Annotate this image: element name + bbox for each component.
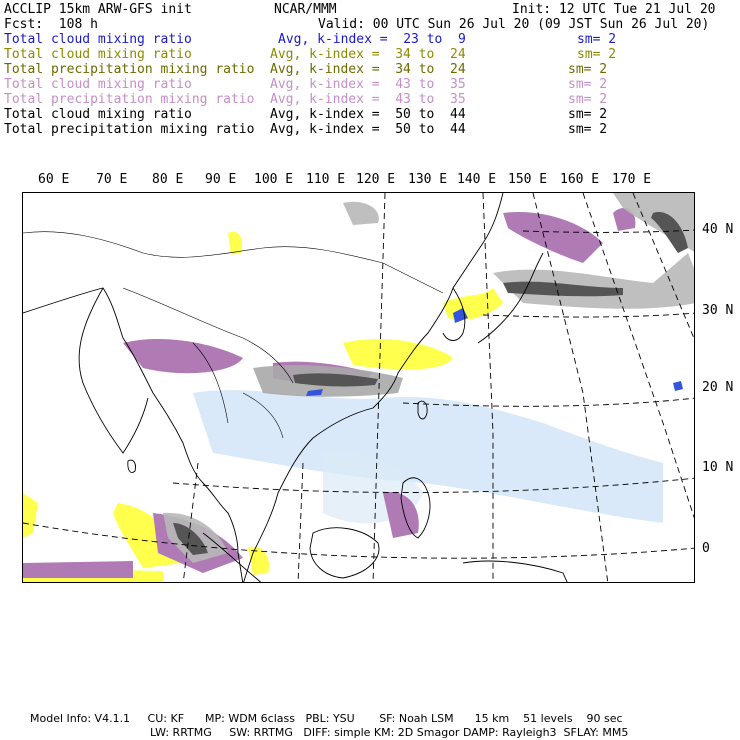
longitude-label: 140 E bbox=[457, 172, 497, 187]
legend-level-range: Avg, k-index = 50 to 44 bbox=[270, 122, 466, 137]
latitude-label: 0 bbox=[702, 541, 710, 556]
legend-field-name: Total cloud mixing ratio bbox=[4, 47, 192, 62]
legend-smoothing: sm= 2 bbox=[568, 77, 608, 92]
legend-field-name: Total cloud mixing ratio bbox=[4, 77, 192, 92]
legend-smoothing: sm= 2 bbox=[577, 47, 617, 62]
legend-field-name: Total cloud mixing ratio bbox=[4, 107, 192, 122]
legend-level-range: Avg, k-index = 23 to 9 bbox=[278, 32, 466, 47]
init-time: Init: 12 UTC Tue 21 Jul 20 bbox=[512, 2, 716, 17]
legend-field-name: Total cloud mixing ratio bbox=[4, 32, 192, 47]
legend-level-range: Avg, k-index = 34 to 24 bbox=[270, 47, 466, 62]
cloud-blue-dark-region bbox=[673, 381, 683, 391]
legend-smoothing: sm= 2 bbox=[568, 122, 608, 137]
model-info-line-2: LW: RRTMG SW: RRTMG DIFF: simple KM: 2D Smagor DAMP: Rayleigh3 SFLAY: MM5 bbox=[150, 726, 629, 739]
longitude-line-120e bbox=[298, 463, 303, 583]
longitude-label: 170 E bbox=[612, 172, 652, 187]
cloud-purple-region bbox=[503, 212, 603, 263]
cloud-yellow-region bbox=[343, 339, 453, 370]
cloud-blue-light-region bbox=[193, 390, 663, 523]
cloud-field-layer bbox=[23, 193, 695, 583]
longitude-label: 120 E bbox=[356, 172, 396, 187]
latitude-label: 10 N bbox=[702, 460, 734, 475]
longitude-label: 110 E bbox=[306, 172, 346, 187]
legend-level-range: Avg, k-index = 43 to 35 bbox=[270, 77, 466, 92]
longitude-label: 70 E bbox=[96, 172, 128, 187]
latitude-label: 40 N bbox=[702, 222, 734, 237]
latitude-label: 20 N bbox=[702, 380, 734, 395]
latitude-label: 30 N bbox=[702, 303, 734, 318]
legend-level-range: Avg, k-index = 50 to 44 bbox=[270, 107, 466, 122]
model-info-line-1: Model Info: V4.1.1 CU: KF MP: WDM 6class PBL: YSU SF: Noah LSM 15 km 51 levels 90 sec bbox=[30, 712, 623, 725]
valid-time: Valid: 00 UTC Sun 26 Jul 20 (09 JST Sun 26 Jul 20) bbox=[318, 17, 710, 32]
map-panel bbox=[22, 192, 695, 583]
longitude-label: 130 E bbox=[408, 172, 448, 187]
coastline-india bbox=[79, 288, 148, 453]
legend-level-range: Avg, k-index = 43 to 35 bbox=[270, 92, 466, 107]
coastline-borneo bbox=[310, 528, 379, 578]
latitude-line-30n bbox=[483, 313, 695, 317]
coastline-new-guinea bbox=[463, 561, 568, 583]
legend-field-name: Total precipitation mixing ratio bbox=[4, 62, 255, 77]
legend-level-range: Avg, k-index = 34 to 24 bbox=[270, 62, 466, 77]
legend-smoothing: sm= 2 bbox=[568, 107, 608, 122]
longitude-label: 100 E bbox=[254, 172, 294, 187]
organization-label: NCAR/MMM bbox=[274, 2, 337, 17]
map-title: ACCLIP 15km ARW-GFS init bbox=[4, 2, 192, 17]
forecast-hour: Fcst: 108 h bbox=[4, 17, 98, 32]
longitude-label: 160 E bbox=[560, 172, 600, 187]
legend-smoothing: sm= 2 bbox=[577, 32, 617, 47]
legend-smoothing: sm= 2 bbox=[568, 92, 608, 107]
cloud-yellow-region bbox=[23, 493, 38, 538]
border-line bbox=[23, 232, 383, 263]
map-header bbox=[0, 0, 740, 150]
legend-field-name: Total precipitation mixing ratio bbox=[4, 122, 255, 137]
longitude-label: 90 E bbox=[205, 172, 237, 187]
map-canvas bbox=[23, 193, 695, 583]
cloud-gray-region bbox=[493, 253, 695, 309]
legend-field-name: Total precipitation mixing ratio bbox=[4, 92, 255, 107]
cloud-purple-region bbox=[23, 561, 133, 578]
longitude-label: 150 E bbox=[508, 172, 548, 187]
coastline-sri-lanka bbox=[128, 460, 136, 472]
longitude-label: 80 E bbox=[152, 172, 184, 187]
cloud-gray-region bbox=[343, 202, 379, 225]
legend-smoothing: sm= 2 bbox=[568, 62, 608, 77]
longitude-line-140e bbox=[483, 193, 493, 583]
cloud-purple-region bbox=[123, 339, 243, 373]
border-line bbox=[383, 263, 443, 293]
longitude-label: 60 E bbox=[38, 172, 70, 187]
